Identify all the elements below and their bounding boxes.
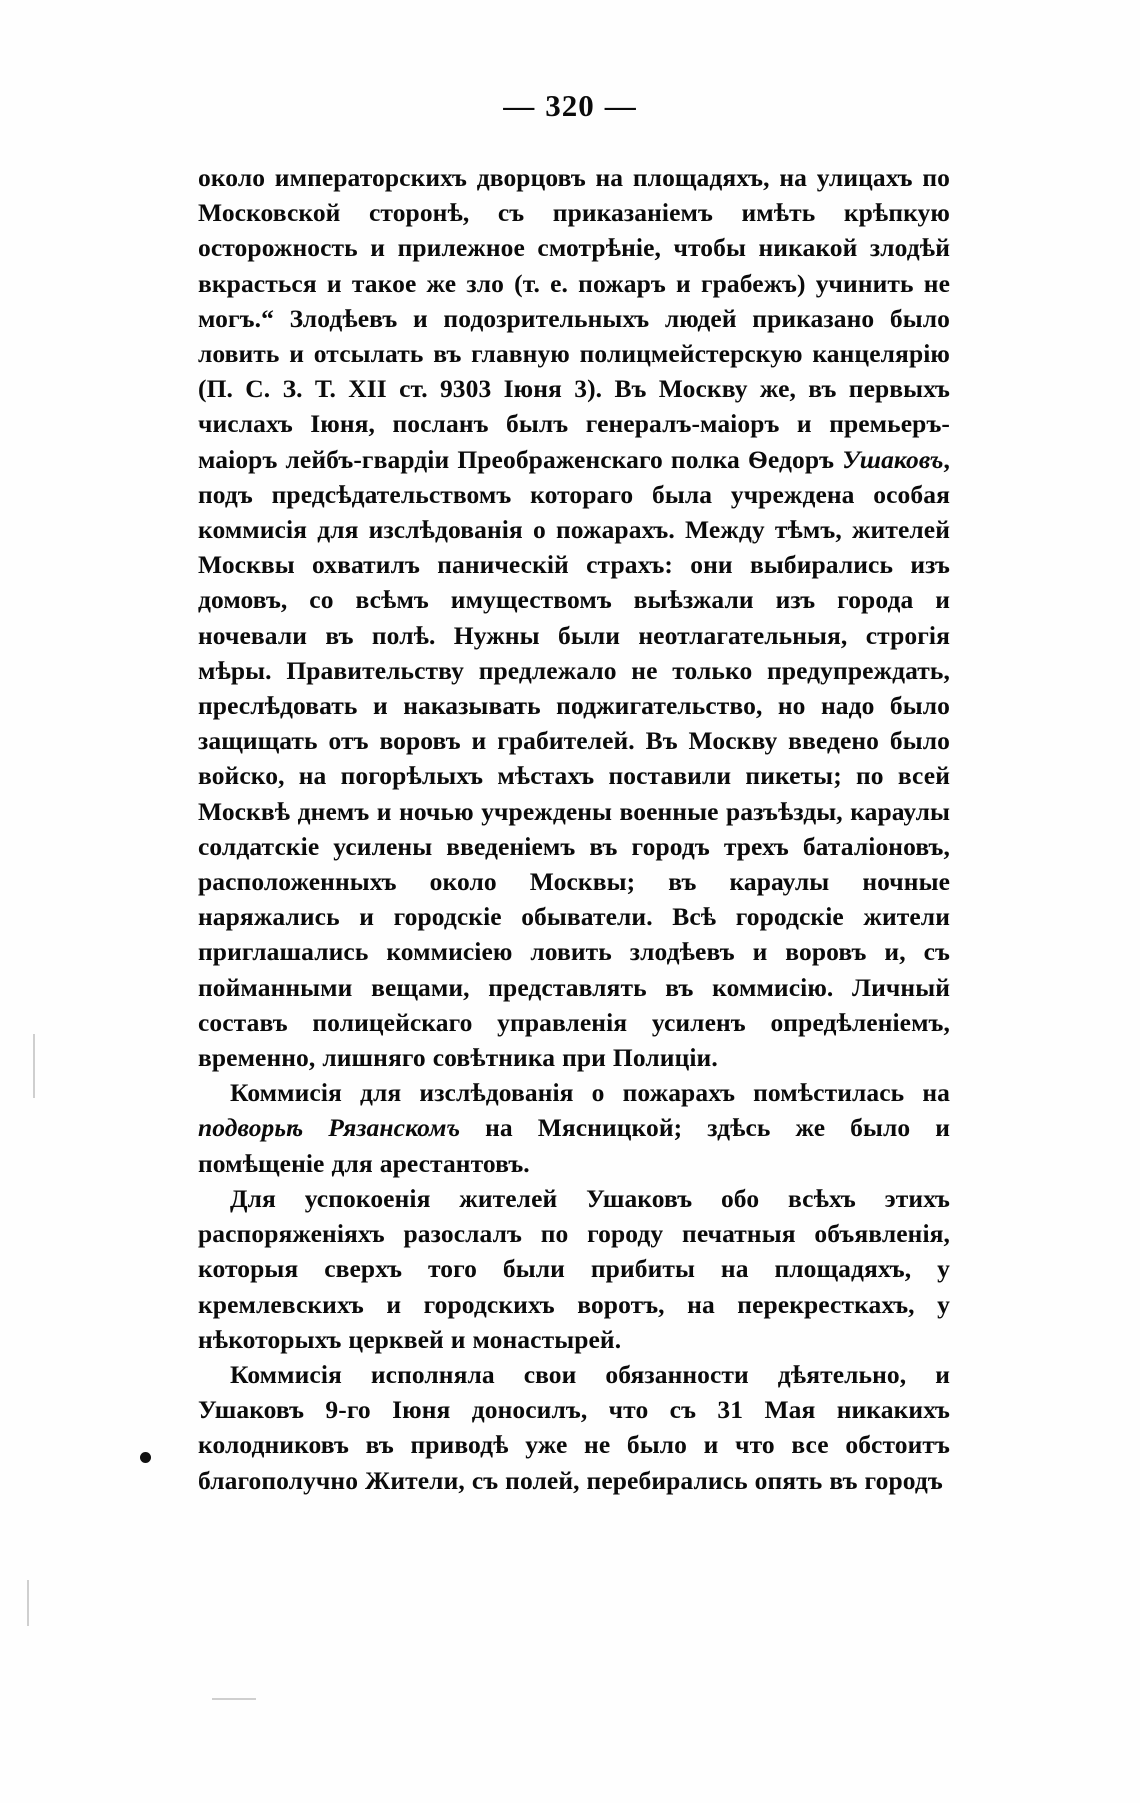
paragraph-1: [198, 160, 950, 1075]
page-number-value: 320: [545, 88, 595, 123]
paragraph-2: [198, 1075, 950, 1181]
paragraph-2-text-b: на Мясницкой; здѣсь же было и помѣщеніе для арестантовъ.: [198, 1113, 950, 1178]
scan-edge-mark-left-upper: [33, 1034, 35, 1098]
scan-edge-mark-bottom: [212, 1698, 256, 1700]
margin-bullet-mark: [140, 1452, 151, 1463]
paragraph-2-text-a: Коммисія для изслѣдованія о пожарахъ помѣстилась на: [230, 1078, 950, 1108]
page-number-dash-left: —: [503, 88, 536, 123]
paragraph-3: Для успокоенія жителей Ушаковъ обо всѣхъ этихъ распоряженіяхъ разослалъ по городу печатныя объявленія, которыя сверхъ того были прибиты на площадяхъ, у кремлевскихъ и городскихъ воротъ, на перекресткахъ, у нѣкоторыхъ церквей и монастырей.: [198, 1183, 950, 1354]
scan-edge-mark-left-lower: [27, 1580, 29, 1626]
person-name-ushakov: Ушаковъ: [842, 444, 944, 474]
paragraph-1-continued: , подъ предсѣдательствомъ котораго была учреждена особая коммисія для изслѣдованія о пожарахъ. Между тѣмъ, жителей Москвы охватилъ паническій страхъ: они выбирались изъ домовъ, со всѣмъ имуществомъ выѣзжали изъ города и ночевали въ полѣ. Нужны были неотлагательныя, строгія мѣры. Правительству предлежало не только предупреждать, преслѣдовать и наказывать поджигательство, но надо было защищать отъ воровъ и грабителей. Въ Москву введено было войско, на погорѣлыхъ мѣстахъ поставили пикеты; по всей Москвѣ днемъ и ночью учреждены военные разъѣзды, караулы солдатскіе усилены введеніемъ въ городъ трехъ баталіоновъ, расположенныхъ около Москвы; въ караулы ночные наряжались и городскіе обыватели. Всѣ городскіе жители приглашались коммисіею ловить злодѣевъ и воровъ и, съ пойманными вещами, представлять въ коммисію. Личный составъ полицейскаго управленія усиленъ опредѣленіемъ, временно, лишняго совѣтника при Полиціи.: [198, 444, 950, 1073]
body-text-column: [198, 160, 950, 1498]
paragraph-1-text: около императорскихъ дворцовъ на площадяхъ, на улицахъ по Московской сторонѣ, съ приказаніемъ имѣть крѣпкую осторожность и прилежное смотрѣніе, чтобы никакой злодѣй вкрасться и такое же зло (т. е. пожаръ и грабежъ) учинить не могъ.“ Злодѣевъ и подозрительныхъ людей приказано было ловить и отсылать въ главную полицмейстерскую канцелярію (П. С. З. Т. XII ст. 9303 Іюня 3). Въ Москву же, въ первыхъ числахъ Іюня, посланъ былъ генералъ-маіоръ и премьеръ-маіоръ лейбъ-гвардіи Преображенскаго полка Ѳедоръ: [198, 163, 950, 474]
paragraph-4: Коммисія исполняла свои обязанности дѣятельно, и Ушаковъ 9-го Іюня доносилъ, что съ 31 Мая никакихъ колодниковъ въ приводѣ уже не было и что все обстоитъ благополучно Жители, съ полей, перебирались опять въ городъ: [198, 1359, 950, 1495]
place-name-podvorye: подворьѣ Рязанскомъ: [198, 1113, 461, 1143]
page-number-dash-right: —: [604, 88, 637, 123]
page-number: [0, 88, 1140, 124]
